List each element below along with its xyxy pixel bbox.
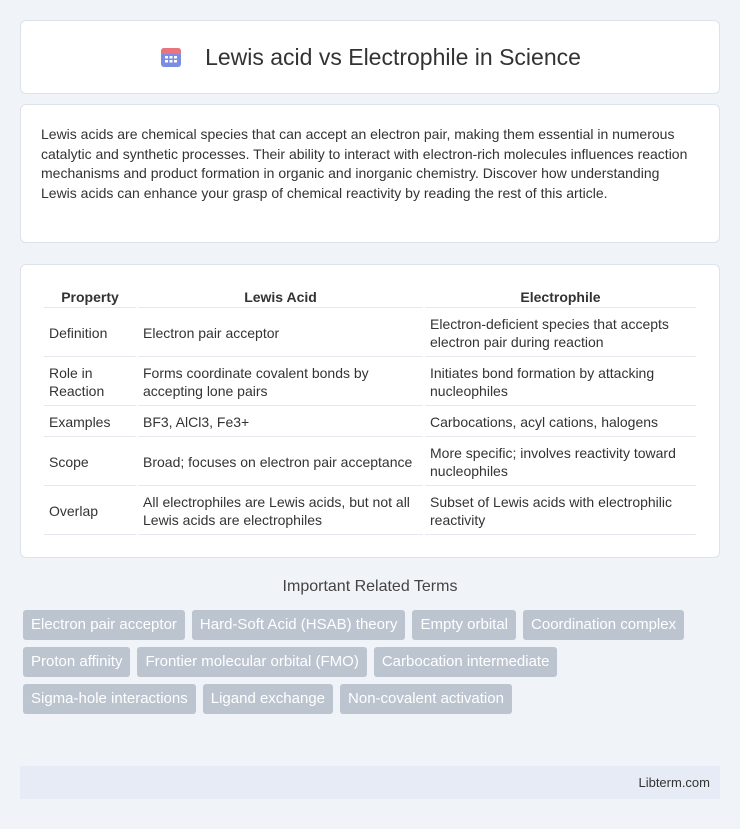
- related-term-tag[interactable]: Electron pair acceptor: [23, 610, 185, 640]
- table-cell-electrophile: Subset of Lewis acids with electrophilic reactivity: [425, 488, 696, 535]
- table-cell-lewis-acid: Electron pair acceptor: [138, 310, 423, 357]
- table-cell-electrophile: Carbocations, acyl cations, halogens: [425, 408, 696, 437]
- related-term-tag[interactable]: Non-covalent activation: [340, 684, 512, 714]
- related-terms-title: Important Related Terms: [282, 578, 458, 595]
- related-term-tag[interactable]: Empty orbital: [412, 610, 516, 640]
- table-cell-electrophile: More specific; involves reactivity toward nucleophiles: [425, 439, 696, 486]
- table-row: [44, 439, 696, 486]
- table-row: [44, 488, 696, 535]
- table-cell-electrophile: Initiates bond formation by attacking nucleophiles: [425, 359, 696, 406]
- table-cell-property: Role in Reaction: [44, 359, 136, 406]
- related-term-tag[interactable]: Frontier molecular orbital (FMO): [137, 647, 366, 677]
- footer: [20, 766, 720, 799]
- table-cell-lewis-acid: All electrophiles are Lewis acids, but not all Lewis acids are electrophiles: [138, 488, 423, 535]
- table-cell-lewis-acid: Broad; focuses on electron pair acceptance: [138, 439, 423, 486]
- related-term-tag[interactable]: Carbocation intermediate: [374, 647, 558, 677]
- table-row: [44, 359, 696, 406]
- table-cell-lewis-acid: BF3, AlCl3, Fe3+: [138, 408, 423, 437]
- table-row: [44, 310, 696, 357]
- table-cell-electrophile: Electron-deficient species that accepts electron pair during reaction: [425, 310, 696, 357]
- header-card: [20, 20, 720, 94]
- related-term-tag[interactable]: Coordination complex: [523, 610, 684, 640]
- related-terms-list: [23, 610, 723, 721]
- table-cell-property: Overlap: [44, 488, 136, 535]
- column-header-electrophile: Electrophile: [425, 287, 696, 308]
- table-cell-property: Examples: [44, 408, 136, 437]
- page-title: Lewis acid vs Electrophile in Science: [205, 43, 581, 70]
- related-term-tag[interactable]: Ligand exchange: [203, 684, 333, 714]
- comparison-table-card: [20, 264, 720, 558]
- table-header-row: [44, 287, 696, 308]
- related-term-tag[interactable]: Sigma-hole interactions: [23, 684, 196, 714]
- related-term-tag[interactable]: Hard-Soft Acid (HSAB) theory: [192, 610, 406, 640]
- table-cell-property: Definition: [44, 310, 136, 357]
- table-cell-lewis-acid: Forms coordinate covalent bonds by accepting lone pairs: [138, 359, 423, 406]
- footer-site-link[interactable]: Libterm.com: [638, 775, 710, 790]
- intro-card: [20, 104, 720, 243]
- column-header-lewis-acid: Lewis Acid: [138, 287, 423, 308]
- table-cell-property: Scope: [44, 439, 136, 486]
- intro-text: Lewis acids are chemical species that can accept an electron pair, making them essential in numerous catalytic and synthetic processes. Their ability to interact with electron-rich molecules influences reaction mechanisms and product formation in organic and inorganic chemistry. Discover how understanding Lewis acids can enhance your grasp of chemical reactivity by reading the rest of this article.: [41, 126, 688, 201]
- table-row: [44, 408, 696, 437]
- comparison-table: [42, 285, 698, 537]
- column-header-property: Property: [44, 287, 136, 308]
- related-term-tag[interactable]: Proton affinity: [23, 647, 130, 677]
- calendar-icon: [159, 45, 183, 69]
